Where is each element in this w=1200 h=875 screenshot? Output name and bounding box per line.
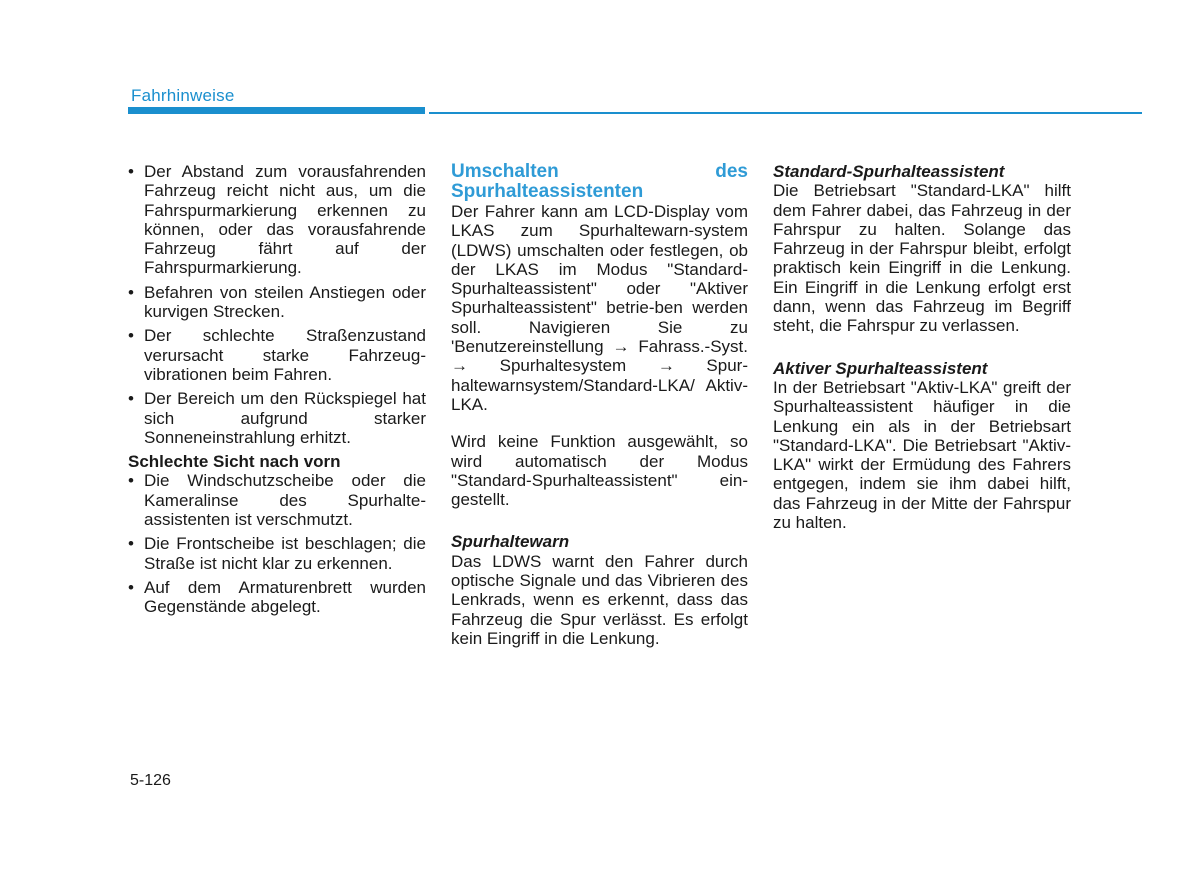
column-left [128, 162, 426, 622]
paragraph-switch-instructions: Der Fahrer kann am LCD-Display vom LKAS zum Spurhaltewarn-system (LDWS) umschalten oder festlegen, ob der LKAS im Modus "Standard-Spurhalteassistent" oder "Aktiver Spurhalteassistent" betrie-ben werden soll. Navigieren Sie zu 'Benutzereinstellung → Fahrass.-Syst. → Spurhaltesystem → Spur-haltewarnsystem/Standard-LKA/ Aktiv-LKA. [451, 202, 748, 414]
subheading-poor-visibility: Schlechte Sicht nach vorn [128, 452, 341, 472]
subheading-active-lka: Aktiver Spurhalteassistent [773, 358, 988, 378]
list-item: • Die Windschutzscheibe oder die Kameralinse des Spurhalte-assistenten ist verschmutzt. [128, 471, 426, 529]
list-item: • Auf dem Armaturenbrett wurden Gegenstände abgelegt. [128, 578, 426, 617]
paragraph-standard-lka: Die Betriebsart "Standard-LKA" hilft dem Fahrer dabei, das Fahrzeug in der Fahrspur zu halten. Solange das Fahrzeug in der Fahrspur bleibt, erfolgt praktisch kein Eingriff in die Lenkung. Ein Eingriff in die Lenkung erfolgt erst dann, wenn das Fahrzeug im Begriff steht, die Fahrspur zu verlassen. [773, 181, 1071, 336]
section-title: Fahrhinweise [131, 86, 235, 105]
list-item: • Die Frontscheibe ist beschlagen; die Straße ist nicht klar zu erkennen. [128, 534, 426, 573]
column-middle [451, 162, 748, 648]
list-item: • Der Bereich um den Rückspiegel hat sich aufgrund starker Sonneneinstrahlung erhitzt. [128, 389, 426, 447]
column-right [773, 162, 1071, 532]
bullet-list-visibility [128, 471, 426, 616]
header-rule-thick [128, 107, 425, 114]
paragraph-ldws: Das LDWS warnt den Fahrer durch optische Signale und das Vibrieren des Lenkrads, wenn es erkennt, dass das Fahrzeug die Spur verlässt. Es erfolgt kein Eingriff in die Lenkung. [451, 551, 748, 648]
subheading-ldws: Spurhaltewarn [451, 532, 570, 552]
list-item: • Der Abstand zum vorausfahrenden Fahrzeug reicht nicht aus, um die Fahrspurmarkierung erkennen zu können, oder das vorausfahrende Fahrzeug fährt auf der Fahrspurmarkierung. [128, 162, 426, 278]
list-item: • Befahren von steilen Anstiegen oder kurvigen Strecken. [128, 283, 426, 322]
paragraph-default-mode: Wird keine Funktion ausgewählt, so wird automatisch der Modus "Standard-Spurhalteassistent" ein-gestellt. [451, 432, 748, 510]
heading-switch-lka: Umschalten des Spurhalteassistenten [451, 161, 748, 202]
subheading-standard-lka: Standard-Spurhalteassistent [773, 162, 1005, 181]
page-number: 5-126 [130, 772, 171, 789]
header-rule-thin [429, 112, 1142, 114]
list-item: • Der schlechte Straßenzustand verursacht starke Fahrzeug-vibrationen beim Fahren. [128, 326, 426, 384]
paragraph-active-lka: In der Betriebsart "Aktiv-LKA" greift der Spurhalteassistent häufiger in die Lenkung ein als in der Betriebsart "Standard-LKA". Die Betriebsart "Aktiv-LKA" wirkt der Ermüdung des Fahrers entgegen, indem sie ihm dabei hilft, das Fahrzeug in der Mitte der Fahrspur zu halten. [773, 377, 1071, 533]
bullet-list-conditions [128, 162, 426, 447]
